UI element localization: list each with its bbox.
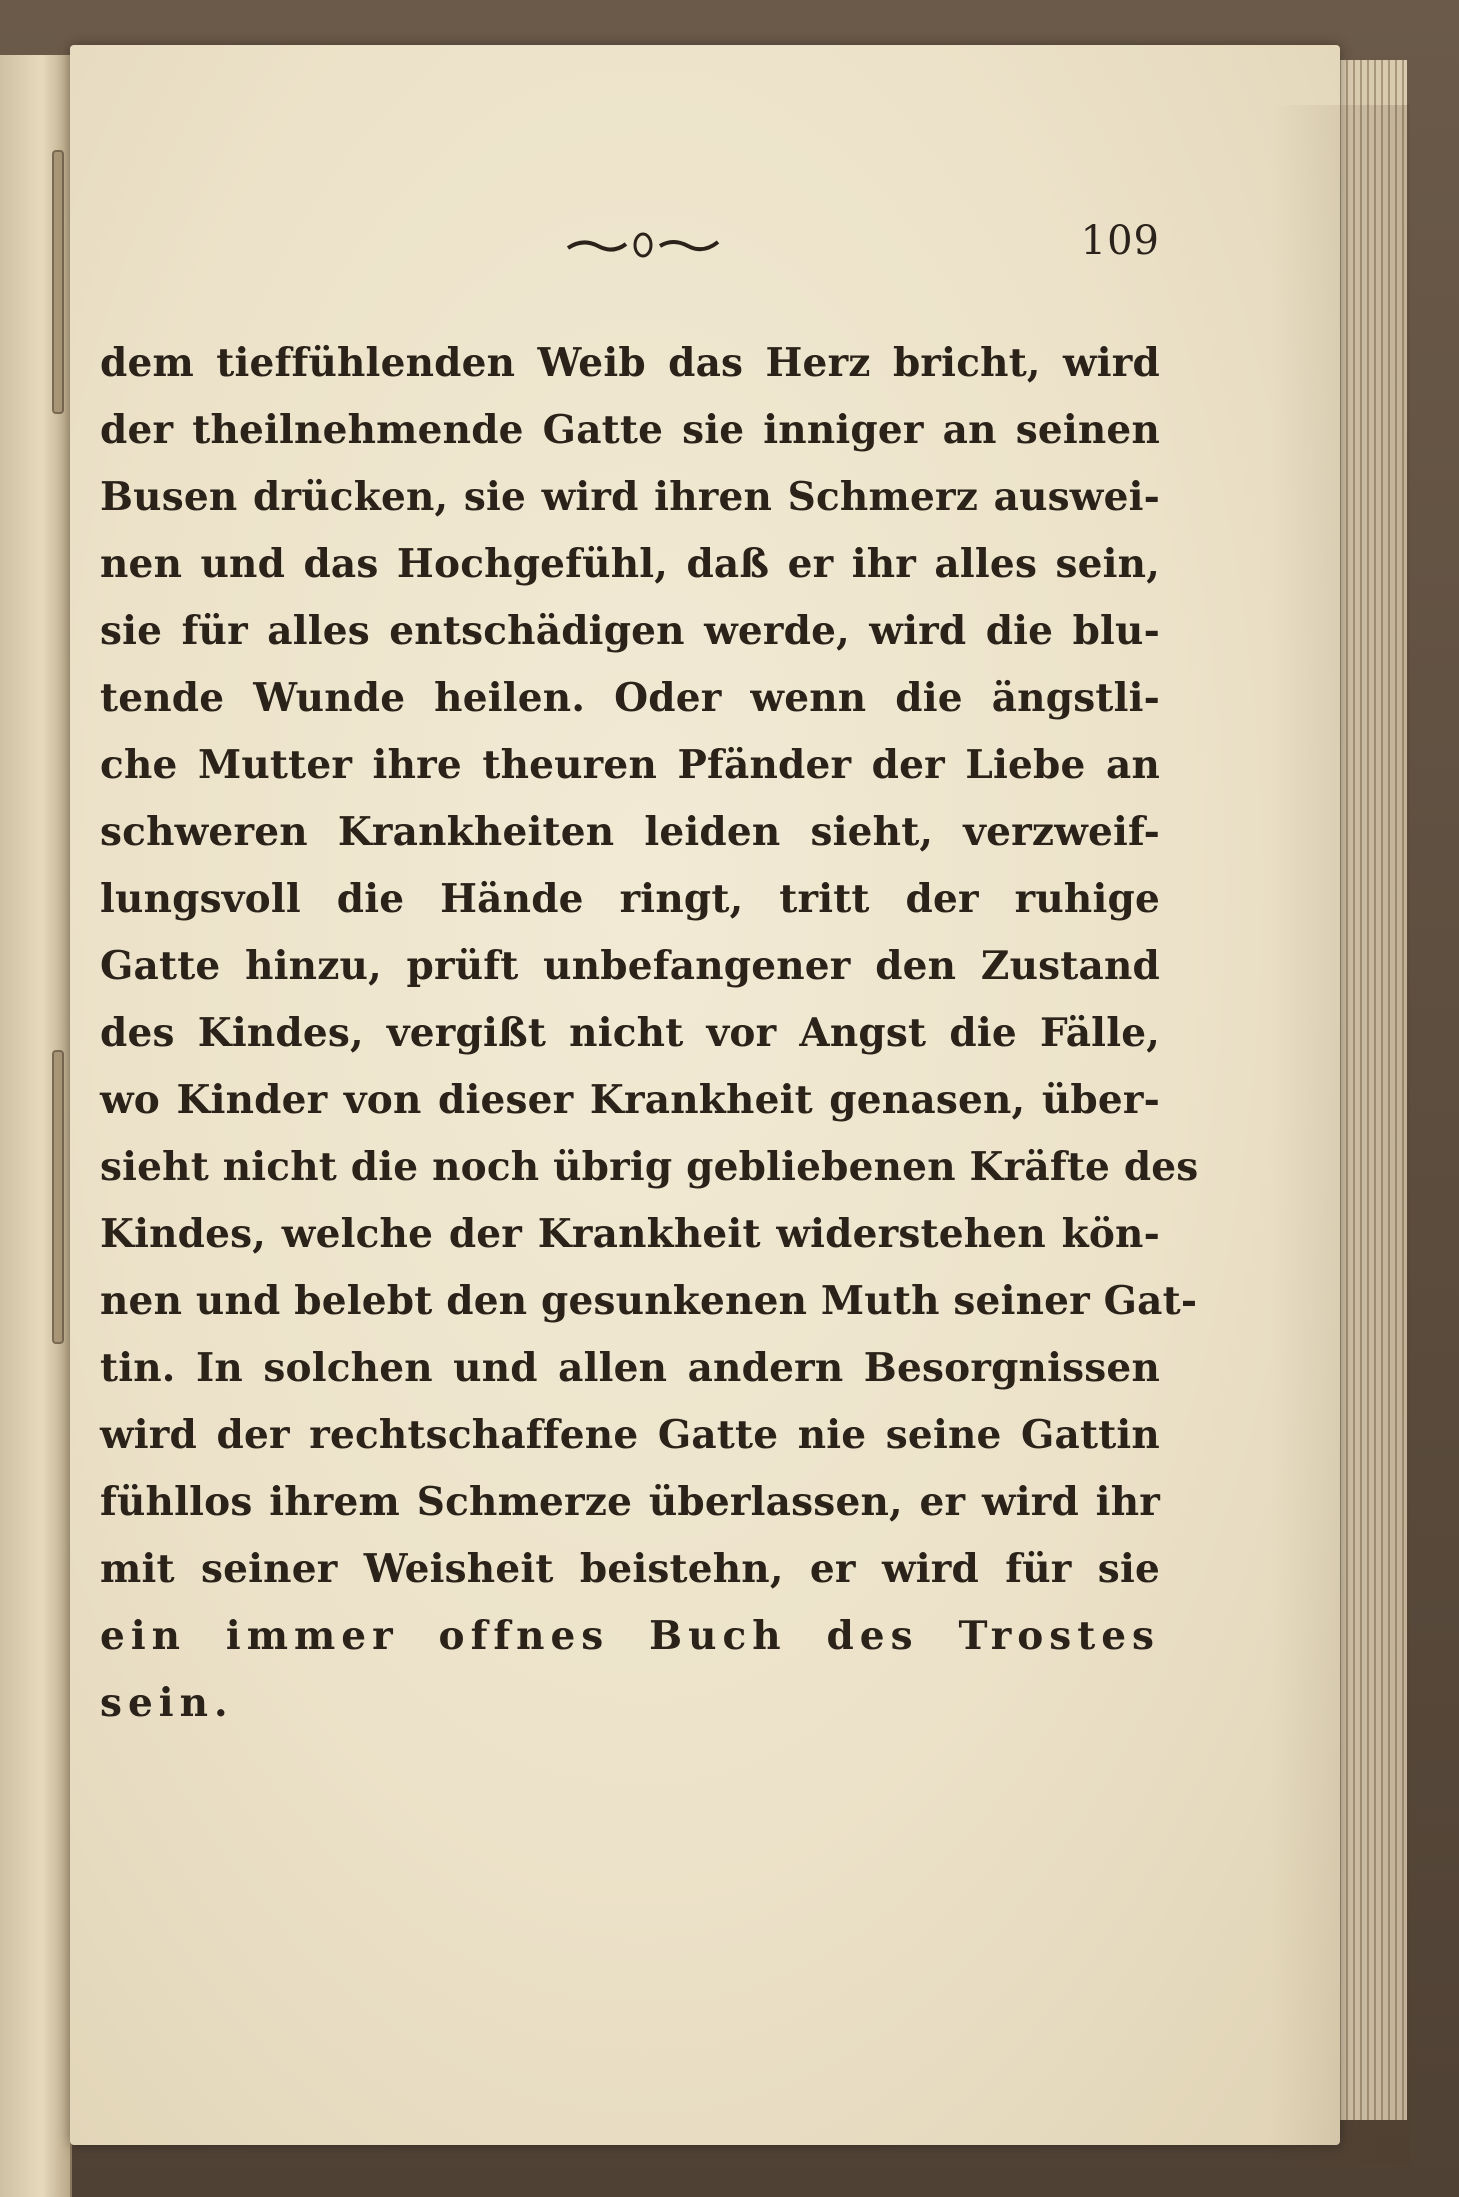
- text-line: Gatte hinzu, prüft unbefangener den Zustand: [100, 943, 1160, 989]
- text-line: tende Wunde heilen. Oder wenn die ängstli-: [100, 675, 1160, 721]
- text-line: fühllos ihrem Schmerze überlassen, er wird ihr: [100, 1479, 1160, 1525]
- text-line: mit seiner Weisheit beistehn, er wird für sie: [100, 1546, 1160, 1592]
- text-line: nen und belebt den gesunkenen Muth seiner Gat-: [100, 1278, 1198, 1324]
- binding-thread-top: [52, 150, 64, 414]
- text-line: nen und das Hochgefühl, daß er ihr alles sein,: [100, 541, 1160, 587]
- page-curl-shadow: [1270, 105, 1410, 2165]
- text-line: ein immer offnes Buch des Trostes: [100, 1613, 1160, 1659]
- binding-thread-bottom: [52, 1050, 64, 1344]
- text-line: lungsvoll die Hände ringt, tritt der ruhige: [100, 876, 1160, 922]
- page-number: 109: [1080, 218, 1160, 264]
- text-line: der theilnehmende Gatte sie inniger an seinen: [100, 407, 1160, 453]
- body-text: [100, 330, 1199, 1800]
- text-line: sieht nicht die noch übrig gebliebenen Kräfte des: [100, 1144, 1199, 1190]
- text-line: schweren Krankheiten leiden sieht, verzweif-: [100, 809, 1160, 855]
- text-line: dem tieffühlenden Weib das Herz bricht, wird: [100, 340, 1160, 386]
- text-line: des Kindes, vergißt nicht vor Angst die Fälle,: [100, 1010, 1160, 1056]
- text-line: Busen drücken, sie wird ihren Schmerz auswei-: [100, 474, 1160, 520]
- text-line: che Mutter ihre theuren Pfänder der Liebe an: [100, 742, 1160, 788]
- ornament-icon: [558, 230, 728, 260]
- text-line: sie für alles entschädigen werde, wird die blu-: [100, 608, 1160, 654]
- page-header: [100, 200, 1160, 280]
- text-line: wird der rechtschaffene Gatte nie seine Gattin: [100, 1412, 1160, 1458]
- text-line: tin. In solchen und allen andern Besorgnissen: [100, 1345, 1160, 1391]
- text-line: Kindes, welche der Krankheit widerstehen kön-: [100, 1211, 1160, 1257]
- text-line: sein.: [100, 1680, 234, 1726]
- text-line: wo Kinder von dieser Krankheit genasen, über-: [100, 1077, 1160, 1123]
